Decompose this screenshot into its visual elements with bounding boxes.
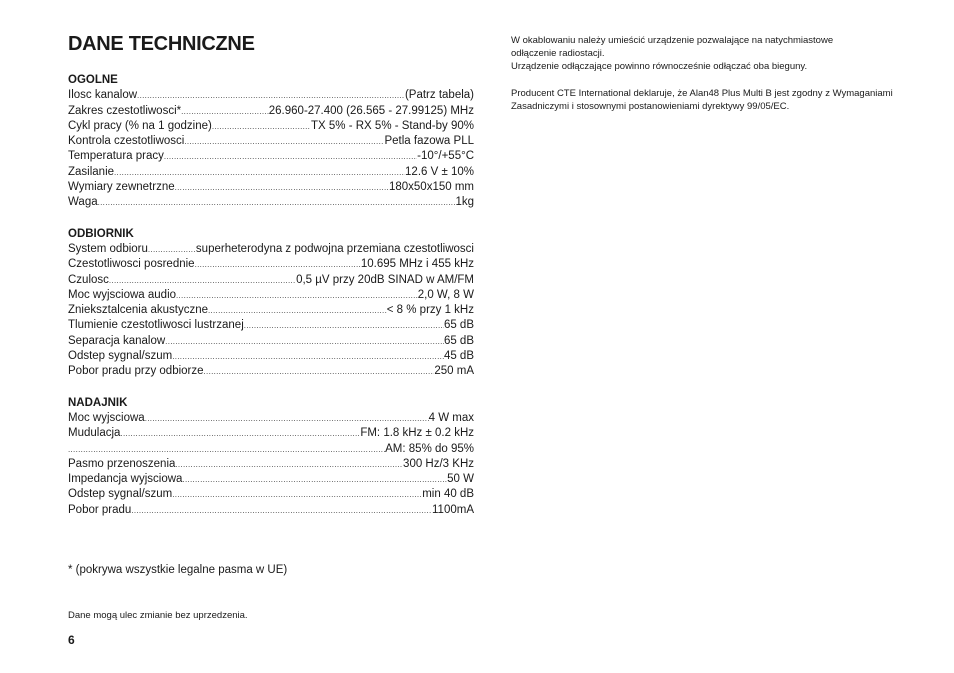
section-heading: NADAJNIK: [68, 396, 128, 409]
spec-value: min 40 dB: [422, 488, 474, 501]
dot-leader: [184, 134, 384, 149]
spec-row: [68, 472, 474, 487]
spec-value: < 8 % przy 1 kHz: [386, 304, 474, 317]
spec-label: Moc wyjsciowa: [68, 411, 145, 424]
dot-leader: [172, 487, 422, 502]
footnote: * (pokrywa wszystkie legalne pasma w UE): [68, 564, 288, 576]
spec-row: [68, 318, 474, 333]
spec-value: 65 dB: [443, 334, 474, 347]
spec-label: Kontrola czestotliwosci: [68, 135, 185, 148]
spec-value: FM: 1.8 kHz ± 0.2 kHz: [360, 427, 474, 440]
declaration-line-1: Producent CTE International deklaruje, że Alan48 Plus Multi B jest zgodny z Wymaganiami: [511, 87, 893, 99]
wiring-notice: [511, 34, 931, 74]
dot-leader: [109, 273, 296, 288]
spec-row: [68, 442, 474, 457]
dot-leader: [208, 303, 387, 318]
spec-value: 2,0 W, 8 W: [417, 288, 474, 301]
dot-leader: [175, 457, 403, 472]
wiring-line-1: W okablowaniu należy umieścić urządzenie pozwalające na natychmiastowe: [511, 35, 834, 46]
spec-value: 26.960-27.400 (26.565 - 27.99125) MHz: [268, 104, 474, 117]
dot-leader: [98, 195, 456, 210]
spec-label: Moc wyjsciowa audio: [68, 288, 177, 301]
spec-row: [68, 334, 474, 349]
spec-row: [68, 349, 474, 364]
dot-leader: [68, 442, 385, 457]
spec-label: Czulosc: [68, 273, 109, 286]
spec-label: Ilosc kanalow: [68, 89, 138, 102]
spec-value: -10°/+55°C: [417, 150, 474, 163]
spec-label: Pobor pradu: [68, 503, 132, 516]
spec-value: 10.695 MHz i 455 kHz: [360, 258, 474, 271]
spec-label: Odstep sygnal/szum: [68, 350, 173, 363]
spec-section: [68, 227, 474, 380]
spec-row: [68, 165, 474, 180]
spec-label: Czestotliwosci posrednie: [68, 258, 195, 271]
wiring-line-2: odłączenie radiostacji.: [511, 48, 605, 60]
spec-row: [68, 273, 474, 288]
declaration-line-2: Zasadniczymi i stosownymi postanowieniami dyrektywy 99/05/EC.: [511, 100, 790, 112]
spec-label: Zasilanie: [68, 165, 115, 178]
spec-row: [68, 149, 474, 164]
spec-section: [68, 396, 474, 518]
spec-row: [68, 195, 474, 210]
dot-leader: [244, 318, 444, 333]
spec-label: Odstep sygnal/szum: [68, 488, 173, 501]
spec-value: AM: 85% do 95%: [385, 442, 474, 455]
spec-row: [68, 88, 474, 103]
spec-label: Znieksztalcenia akustyczne: [68, 304, 208, 317]
spec-label: Zakres czestotliwosci*: [68, 104, 182, 117]
spec-row: [68, 426, 474, 441]
spec-row: [68, 303, 474, 318]
dot-leader: [212, 119, 311, 134]
dot-leader: [131, 503, 432, 518]
spec-row: [68, 364, 474, 379]
spec-row: [68, 503, 474, 518]
spec-row: [68, 257, 474, 272]
spec-value: 50 W: [447, 473, 474, 486]
dot-leader: [165, 334, 444, 349]
spec-row: [68, 180, 474, 195]
spec-value: 12.6 V ± 10%: [405, 165, 474, 178]
spec-row: [68, 411, 474, 426]
spec-label: Cykl pracy (% na 1 godzine): [68, 119, 212, 132]
page-title: DANE TECHNICZNE: [68, 33, 255, 55]
dot-leader: [148, 242, 196, 257]
dot-leader: [176, 288, 418, 303]
spec-value: 4 W max: [428, 411, 474, 424]
dot-leader: [145, 411, 429, 426]
spec-label: Mudulacja: [68, 427, 121, 440]
spec-label: Pasmo przenoszenia: [68, 457, 176, 470]
wiring-line-3: Urządzenie odłączające powinno równocześnie odłączać oba bieguny.: [511, 61, 808, 73]
dot-leader: [137, 88, 405, 103]
spec-row: [68, 104, 474, 119]
dot-leader: [181, 104, 269, 119]
dot-leader: [195, 257, 361, 272]
section-heading: OGOLNE: [68, 74, 118, 86]
spec-row: [68, 457, 474, 472]
dot-leader: [182, 472, 447, 487]
spec-label: Temperatura pracy: [68, 150, 164, 163]
spec-label: Pobor pradu przy odbiorze: [68, 365, 204, 378]
declaration: [511, 87, 931, 113]
spec-value: (Patrz tabela): [404, 89, 474, 102]
spec-value: TX 5% - RX 5% - Stand-by 90%: [311, 119, 474, 132]
spec-label: System odbioru: [68, 242, 148, 255]
dot-leader: [114, 165, 405, 180]
spec-label: Impedancja wyjsciowa: [68, 473, 183, 486]
spec-sections: [68, 73, 474, 518]
spec-label: Wymiary zewnetrzne: [68, 181, 175, 194]
dot-leader: [175, 180, 389, 195]
spec-column: [68, 31, 474, 534]
spec-value: 300 Hz/3 KHz: [403, 457, 474, 470]
spec-value: 250 mA: [434, 365, 474, 378]
spec-value: superheterodyna z podwojna przemiana czestotliwosci: [195, 242, 474, 255]
spec-row: [68, 487, 474, 502]
notes-column: [511, 34, 931, 126]
spec-value: Petla fazowa PLL: [384, 135, 474, 148]
spec-value: 45 dB: [443, 350, 474, 363]
dot-leader: [120, 426, 360, 441]
spec-value: 1kg: [455, 196, 474, 209]
dot-leader: [164, 149, 417, 164]
page-number: 6: [68, 633, 75, 647]
spec-value: 180x50x150 mm: [388, 181, 474, 194]
spec-value: 0,5 µV przy 20dB SINAD w AM/FM: [296, 273, 474, 286]
spec-label: Waga: [68, 196, 98, 209]
spec-section: [68, 73, 474, 211]
dot-leader: [172, 349, 444, 364]
spec-label: Separacja kanalow: [68, 334, 166, 347]
change-notice: Dane mogą ulec zmianie bez uprzedzenia.: [68, 610, 248, 621]
spec-row: [68, 134, 474, 149]
spec-label: Tlumienie czestotliwosci lustrzanej: [68, 319, 244, 332]
spec-value: 65 dB: [443, 319, 474, 332]
section-heading: ODBIORNIK: [68, 227, 134, 240]
spec-value: 1100mA: [432, 503, 474, 516]
spec-row: [68, 119, 474, 134]
spec-row: [68, 242, 474, 257]
spec-row: [68, 288, 474, 303]
dot-leader: [204, 364, 435, 379]
